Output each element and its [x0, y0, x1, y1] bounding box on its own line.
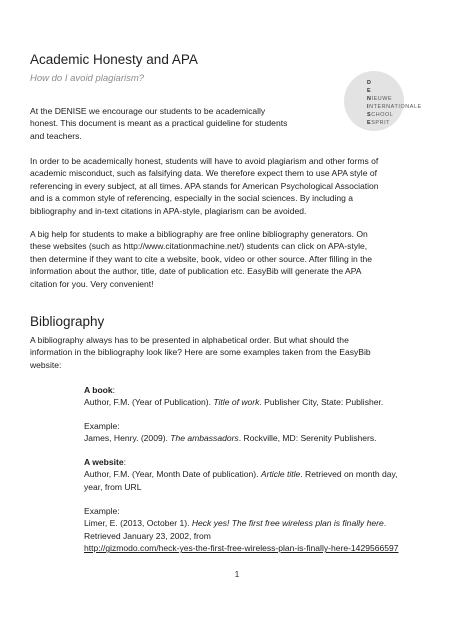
text-line: A big help for students to make a bibliography are free online bibliography generators. On	[30, 229, 368, 239]
text-line: and teachers.	[30, 130, 82, 141]
logo-line-5: SCHOOL	[367, 112, 394, 118]
book-label: A book	[84, 385, 113, 395]
text-line: honest. This document is meant as a practical guideline for students	[30, 118, 288, 129]
text-line: referencing in every subject, at all times. APA stands for American Psychological Association	[30, 180, 379, 191]
text-line: At the DENISE we encourage our students to be academically	[30, 106, 266, 116]
book-example-line: James, Henry. (2009). The ambassadors. Rockville, MD: Serenity Publishers.	[84, 433, 377, 444]
book-example-block	[84, 420, 444, 445]
website-example-label: Example:	[84, 506, 120, 516]
logo-line-6: ESPRIT	[367, 120, 391, 126]
page-number: 1	[234, 569, 240, 579]
bibliography-intro	[30, 334, 444, 371]
example-url-link[interactable]: http://gizmodo.com/heck-yes-the-first-free-wireless-plan-is-finally-here-1429566597	[84, 543, 399, 554]
text-line: In order to be academically honest, students will have to avoid plagiarism and other forms of	[30, 156, 379, 166]
website-label: A website	[84, 457, 124, 467]
text-line: citation for you. Very convenient!	[30, 278, 154, 289]
text-line: information in the bibliography look like? Here are some examples taken from the EasyBib	[30, 347, 371, 358]
book-format-line: Author, F.M. (Year of Publication). Title of work. Publisher City, State: Publisher.	[84, 397, 384, 408]
website-format-block	[84, 456, 444, 493]
book-format-block	[84, 384, 444, 409]
website-example-line: Limer, E. (2013, October 1). Heck yes! The first free wireless plan is finally here.	[84, 518, 387, 529]
website-format-line-2: year, from URL	[84, 481, 142, 492]
text-line: and is a common style of referencing, especially in the social sciences. By including a	[30, 193, 354, 204]
text-line: information about the author, title, date of publication etc. EasyBib will generate the APA	[30, 266, 362, 277]
website-example-url-line	[84, 542, 444, 554]
logo-line-2: E	[367, 88, 372, 94]
website-example-line-2: Retrieved January 23, 2002, from	[84, 530, 211, 541]
website-label-line: A website:	[84, 457, 126, 467]
intro-paragraph-3	[30, 228, 444, 290]
text-line: website:	[30, 359, 62, 370]
book-example-label: Example:	[84, 421, 120, 431]
intro-paragraph-1	[30, 105, 444, 142]
intro-paragraph-2	[30, 155, 444, 217]
text-line: these websites (such as http://www.citationmachine.net/) students can click on APA-style,	[30, 241, 368, 252]
logo-line-1: D	[367, 80, 372, 86]
text-line: then determine if they want to cite a website, book, video or other source. After filling in the	[30, 253, 373, 264]
bibliography-heading: Bibliography	[30, 314, 105, 329]
website-example-block	[84, 505, 444, 555]
text-line: A bibliography always has to be presented in alphabetical order. But what should the	[30, 335, 349, 345]
text-line: academic misconduct, such as falsifying data. We therefore expect them to use APA style of	[30, 168, 377, 179]
document-subtitle: How do I avoid plagiarism?	[30, 73, 145, 84]
text-line: bibliography and in-text citations in APA-style, plagiarism can be avoided.	[30, 205, 307, 216]
logo-line-3: NIEUWE	[367, 96, 393, 102]
logo-line-4: INTERNATIONALE	[367, 104, 422, 110]
website-format-line: Author, F.M. (Year, Month Date of publication). Article title. Retrieved on month day,	[84, 469, 398, 480]
document-title: Academic Honesty and APA	[30, 52, 198, 67]
book-label-line: A book:	[84, 385, 116, 395]
